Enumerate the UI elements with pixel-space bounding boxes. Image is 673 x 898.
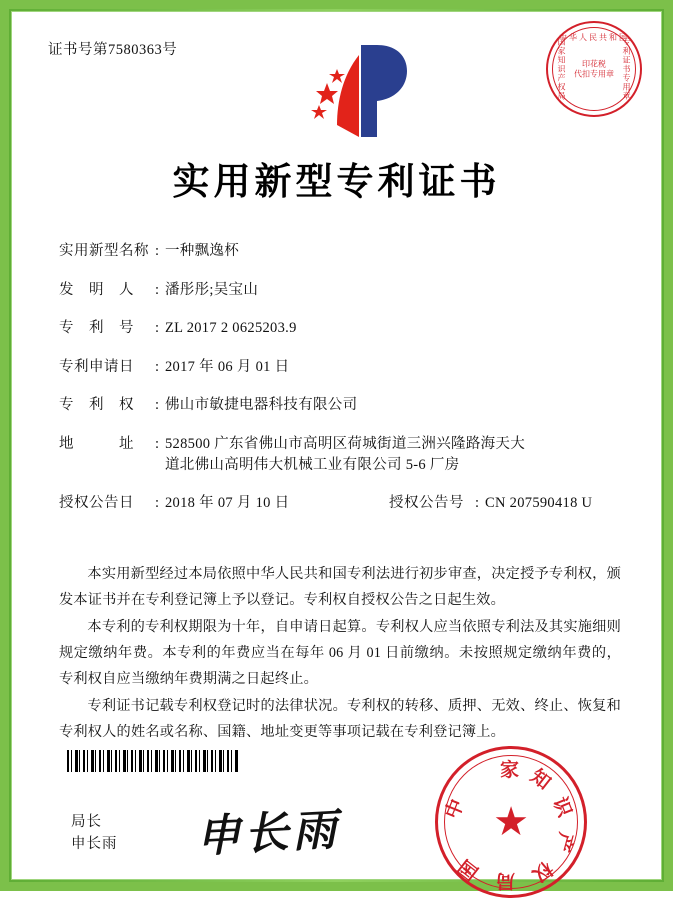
field-value: 一种飘逸杯 <box>165 243 239 259</box>
legal-text-block <box>59 561 621 746</box>
seal-char-4: 产 <box>550 830 577 854</box>
field-row-name <box>59 241 619 262</box>
page-title: 实用新型专利证书 <box>172 162 501 203</box>
field-row-inventor <box>59 280 619 301</box>
field-label: 实用新型名称 <box>59 243 149 259</box>
seal-center-line1: 印花税 <box>582 59 606 69</box>
seal-arc-top: 中华人民共和国 <box>559 33 629 42</box>
address-line-2: 道北佛山高明伟大机械工业有限公司 5-6 厂房 <box>165 456 460 473</box>
field-label: 专利申请日 <box>59 358 134 375</box>
field-value: CN 207590418 U <box>485 495 593 511</box>
field-value: 2017 年 06 月 01 日 <box>165 358 290 375</box>
barcode <box>67 750 239 772</box>
director-name-label: 申长雨 <box>71 836 118 852</box>
director-title-label: 局长 <box>71 814 102 830</box>
cnipa-logo <box>303 39 413 143</box>
field-colon: : <box>155 397 160 413</box>
announcement-date-group <box>59 493 389 514</box>
field-colon: : <box>155 243 160 259</box>
director-handwritten-signature: 申长雨 <box>195 805 342 862</box>
seal-arc-left: 国家知识产权局 <box>557 37 566 101</box>
paragraph-2: 本专利的专利权期限为十年，自申请日起算。专利权人应当依照专利法及其实施细则规定缴纳年费。本专利的年费应当在每年 06 月 01 日前缴纳。未按照规定缴纳年费的，专利权自应当缴纳年费期满之日起终止。 <box>59 619 621 687</box>
field-colon: : <box>155 320 160 336</box>
field-colon: : <box>155 495 160 511</box>
seal-arc-right: 专利证书专用章 <box>622 37 631 101</box>
field-label: 地 址 <box>59 435 134 452</box>
seal-char-1: 家 <box>500 760 520 781</box>
tax-stamp-seal <box>546 21 642 117</box>
field-value <box>165 434 619 476</box>
field-row-patent-number <box>59 318 619 339</box>
field-label: 专 利 号 <box>59 320 134 336</box>
field-colon: : <box>155 281 160 298</box>
field-row-application-date <box>59 357 619 378</box>
field-label: 授权公告号 <box>389 495 464 511</box>
announcement-number-group <box>389 493 619 514</box>
star-icon: ★ <box>493 799 529 844</box>
seal-char-8: 中 <box>442 796 469 822</box>
paragraph-1: 本实用新型经过本局依照中华人民共和国专利法进行初步审查，决定授予专利权，颁发本证书并在专利登记簿上予以登记。专利权自授权公告之日起生效。 <box>59 566 621 608</box>
seal-char-6: 局 <box>496 870 516 891</box>
seal-center-text <box>574 60 614 79</box>
field-value: 佛山市敏捷电器科技有限公司 <box>165 397 358 413</box>
field-colon: : <box>155 435 160 452</box>
seal-char-7: 国 <box>454 854 483 884</box>
seal-char-3: 识 <box>548 794 575 820</box>
announcement-inline-group <box>59 493 619 514</box>
field-row-announcement <box>59 493 619 514</box>
paragraph-3: 专利证书记载专利权登记时的法律状况。专利权的转移、质押、无效、终止、恢复和专利权人的姓名或名称、国籍、地址变更等事项记载在专利登记簿上。 <box>59 698 621 740</box>
seal-char-5: 权 <box>528 856 557 886</box>
certificate-content <box>11 11 662 891</box>
field-value: 潘彤彤;吴宝山 <box>165 281 259 298</box>
field-label: 专 利 权 <box>59 397 134 413</box>
field-label: 发 明 人 <box>59 281 134 298</box>
seal-char-2: 知 <box>526 765 555 795</box>
seal-center-line2: 代扣专用章 <box>574 69 614 78</box>
address-line-1: 528500 广东省佛山市高明区荷城街道三洲兴隆路海天大 <box>165 435 526 452</box>
field-label: 授权公告日 <box>59 495 134 511</box>
field-colon: : <box>475 495 480 511</box>
official-red-seal <box>435 746 587 898</box>
field-row-patentee <box>59 395 619 416</box>
certificate-number: 证书号第7580363号 <box>48 42 178 58</box>
field-value: 2018 年 07 月 10 日 <box>165 495 290 511</box>
field-value: ZL 2017 2 0625203.9 <box>165 320 297 336</box>
field-row-address <box>59 434 619 476</box>
field-colon: : <box>155 358 160 375</box>
signature-labels <box>71 811 118 855</box>
field-list <box>59 241 619 532</box>
